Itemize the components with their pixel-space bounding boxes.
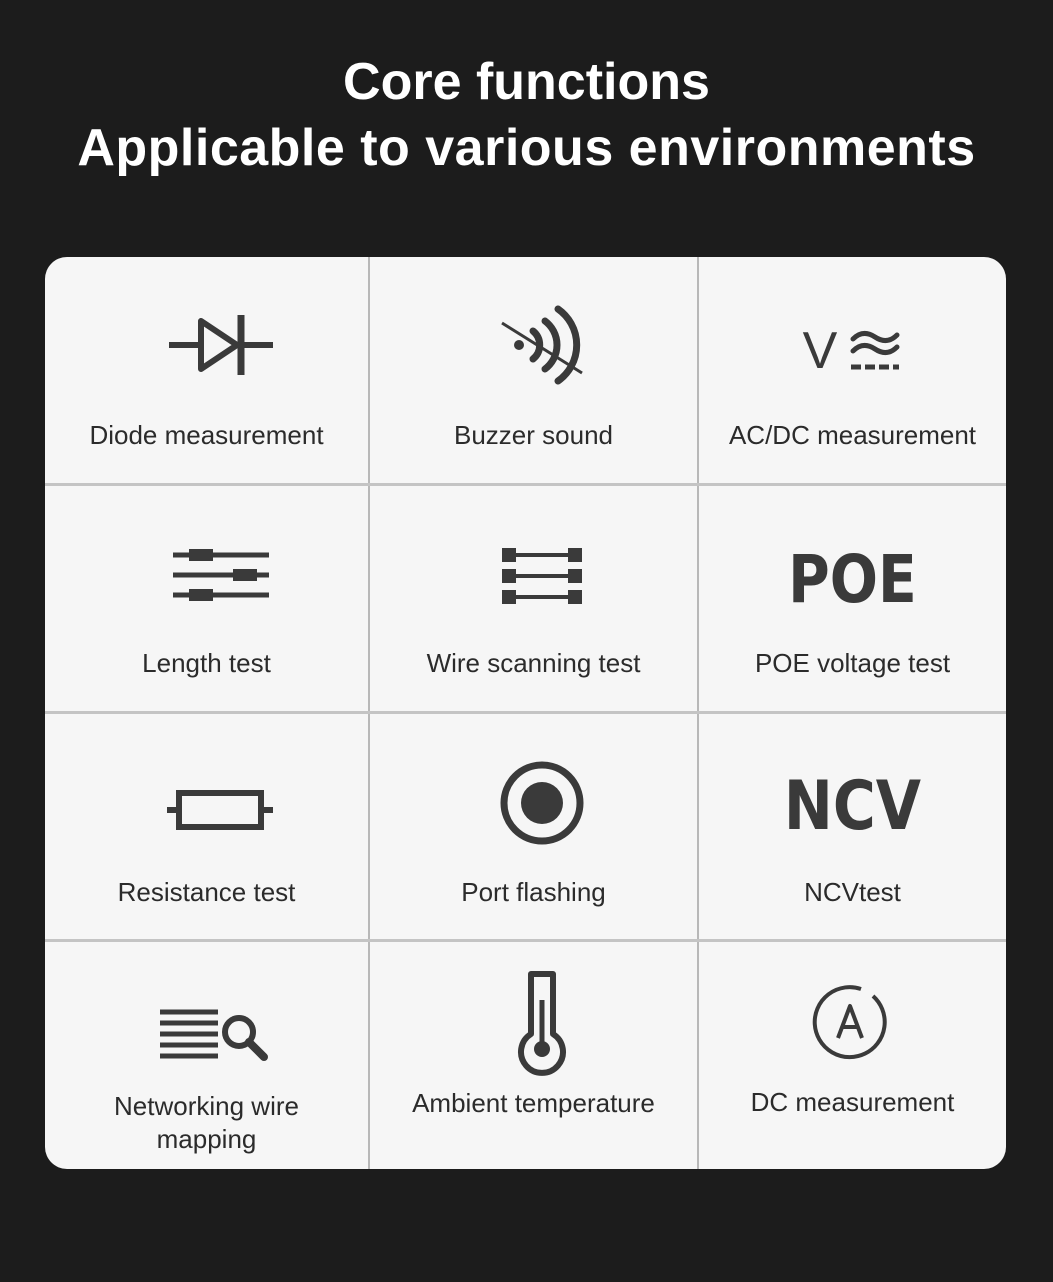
- function-label-line2: mapping: [156, 1124, 257, 1154]
- thermometer-icon: [517, 970, 567, 1072]
- function-cell-buzzer: [370, 257, 697, 483]
- function-label: Resistance test: [117, 877, 296, 907]
- page-title-line1: Core functions: [343, 53, 710, 111]
- function-cell-length-test: [45, 486, 368, 711]
- function-label: Port flashing: [461, 877, 606, 907]
- acdc-voltage-icon-letter: V: [802, 322, 838, 380]
- ncv-icon: NCV: [783, 767, 922, 846]
- function-cell-diode: [45, 257, 368, 483]
- poe-icon: POE: [788, 541, 917, 618]
- page-title-line2: Applicable to various environments: [77, 119, 976, 177]
- functions-grid: [45, 257, 1006, 1169]
- function-cell-resistance: [45, 714, 368, 939]
- function-label: DC measurement: [750, 1087, 955, 1117]
- ammeter-icon: [811, 984, 889, 1062]
- function-cell-wire-scan: [370, 486, 697, 711]
- buzzer-icon: [500, 301, 584, 391]
- function-label: Ambient temperature: [412, 1088, 655, 1118]
- function-label: NCVtest: [804, 877, 901, 907]
- function-cell-ambient-temperature: [370, 942, 697, 1169]
- function-cell-dc-measurement: [699, 942, 1006, 1169]
- function-label: Length test: [142, 648, 271, 678]
- function-cell-ncv: [699, 714, 1006, 939]
- function-cell-wire-mapping: [45, 942, 368, 1169]
- resistor-icon: [167, 790, 273, 830]
- wire-scan-icon: [502, 548, 582, 604]
- function-label: POE voltage test: [754, 648, 951, 678]
- wire-mapping-icon: [160, 1008, 270, 1060]
- function-label: Diode measurement: [89, 420, 324, 450]
- acdc-voltage-icon: [849, 329, 901, 371]
- length-test-icon: [173, 548, 269, 602]
- function-cell-acdc: [699, 257, 1006, 483]
- function-label: Wire scanning test: [426, 648, 641, 678]
- function-label: AC/DC measurement: [728, 420, 977, 450]
- diode-icon: [169, 315, 273, 375]
- function-label-line1: Networking wire: [114, 1091, 299, 1121]
- port-flash-icon: [499, 760, 585, 846]
- function-label: Buzzer sound: [454, 420, 613, 450]
- function-cell-poe: [699, 486, 1006, 711]
- function-cell-port-flashing: [370, 714, 697, 939]
